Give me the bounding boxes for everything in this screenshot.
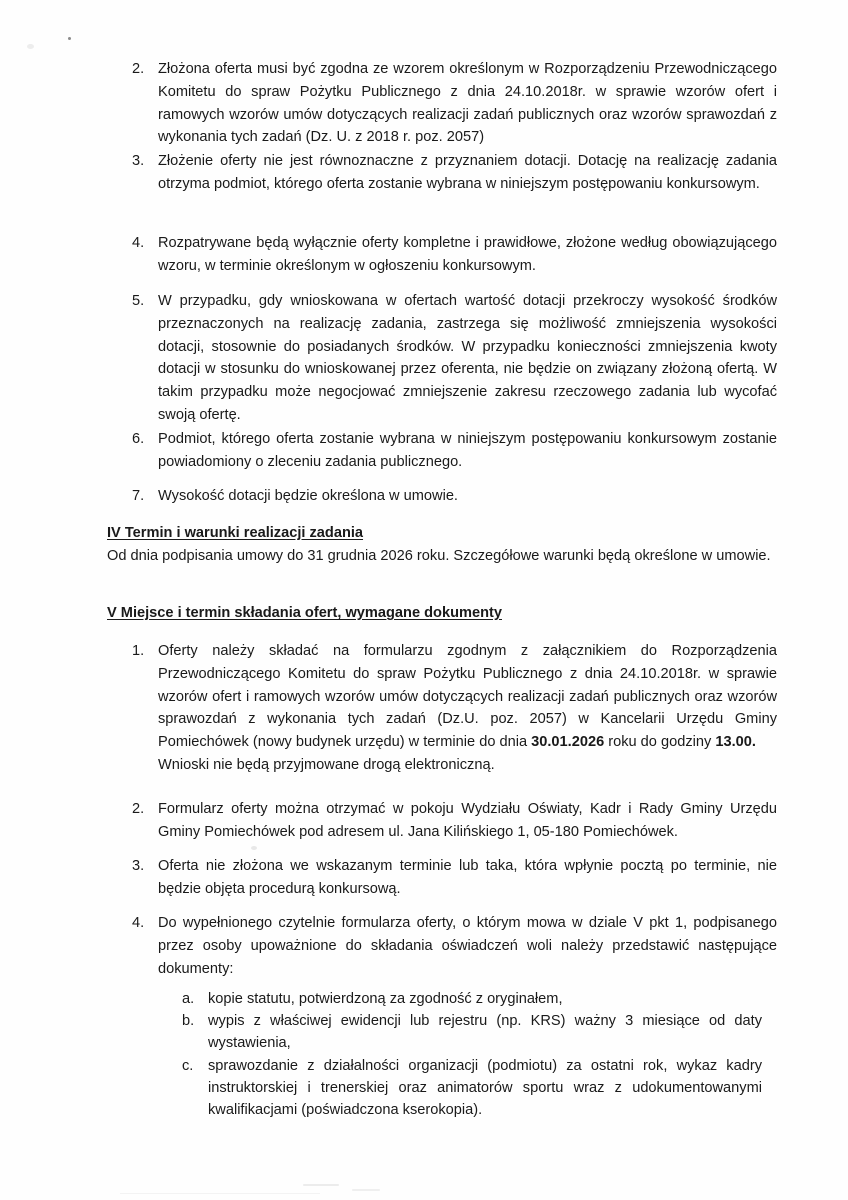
list-item-text: wypis z właściwej ewidencji lub rejestru (np. KRS) ważny 3 miesiące od daty wystawienia, (208, 1013, 762, 1052)
list-marker: a. (182, 991, 195, 1007)
list-item-text-part1: Oferty należy składać na formularzu zgodnym z załącznikiem do Rozporządzenia Przewodniczącego Komitetu do spraw Pożytku Publicznego z dnia 24.10.2018r. w sprawie wzorów ofert i ramowych wzorów umów dotyczących realizacji zadań publicznych oraz wzorów sprawozdań z wykonania tych zadań (Dz.U. poz. 2057) w Kancelarii Urzędu Gminy Pomiechówek (nowy budynek urzędu) w terminie do dnia (158, 643, 777, 751)
list-marker: 6. (132, 431, 145, 447)
list-item (182, 1055, 762, 1122)
list-item-note: Wnioski nie będą przyjmowane drogą elektroniczną. (158, 756, 495, 773)
list-marker: b. (182, 1013, 195, 1030)
list-item-text: Oferta nie złożona we wskazanym terminie lub taka, która wpłynie pocztą po terminie, nie będzie objęta procedurą konkursową. (158, 858, 777, 897)
numbered-list-item-6-wrapper (132, 428, 777, 491)
section-v-item-3-wrapper (132, 855, 777, 918)
section-v-item-4-wrapper (132, 912, 777, 997)
list-item (132, 798, 777, 844)
list-item (182, 988, 762, 1010)
list-item (132, 58, 777, 149)
list-item-text: Formularz oferty można otrzymać w pokoju Wydziału Oświaty, Kadr i Rady Gminy Urzędu Gminy Pomiechówek pod adresem ul. Jana Kilińskiego 1, 05-180 Pomiechówek. (158, 801, 777, 840)
list-item (132, 428, 777, 474)
list-item (132, 485, 777, 508)
numbered-list-item-3-wrapper (132, 150, 777, 213)
numbered-list-item-7-wrapper (132, 485, 777, 525)
deadline-time: 13.00. (715, 734, 756, 751)
list-marker: 5. (132, 293, 145, 309)
required-documents-list (182, 988, 762, 1121)
list-item-text: Podmiot, którego oferta zostanie wybrana w niniejszym postępowaniu konkursowym zostanie powiadomiony o zleceniu zadania publicznego. (158, 431, 777, 470)
list-item-text-part2: roku do godziny (604, 734, 716, 751)
section-v-item-1-wrapper (132, 640, 777, 794)
list-marker: 2. (132, 801, 145, 817)
section-heading-iv: IV Termin i warunki realizacji zadania (107, 525, 364, 541)
list-item (132, 912, 777, 980)
list-marker: 2. (132, 61, 145, 77)
list-item-text: Złożona oferta musi być zgodna ze wzorem określonym w Rozporządzeniu Przewodniczącego Komitetu do spraw Pożytku Publicznego z dnia 24.10.2018r. w sprawie wzorów ofert i ramowych wzorów umów dotyczących realizacji zadań publicznych oraz wzorów sprawozdań z wykonania tych zadań (Dz. U. z 2018 r. poz. 2057) (158, 61, 777, 146)
list-marker: 1. (132, 643, 145, 659)
list-item-text: Do wypełnionego czytelnie formularza oferty, o którym mowa w dziale V pkt 1, podpisanego przez osoby upoważnione do składania oświadczeń woli należy przedstawić następujące dokumenty: (158, 915, 777, 977)
section-heading-v: V Miejsce i termin składania ofert, wymagane dokumenty (107, 605, 502, 621)
list-marker: c. (182, 1057, 194, 1074)
list-item-text: kopie statutu, potwierdzoną za zgodność z oryginałem, (208, 991, 563, 1007)
list-item-text: Wysokość dotacji będzie określona w umowie. (158, 488, 458, 504)
list-item (132, 290, 777, 427)
list-item (182, 1010, 762, 1054)
list-marker: 7. (132, 488, 145, 504)
list-item-text: sprawozdanie z działalności organizacji (podmiotu) za ostatni rok, wykaz kadry instruktorskiej i trenerskiej oraz animatorów sportu wraz z udokumentowanymi kwalifikacjami (poświadczona kserokopia). (208, 1057, 762, 1118)
list-marker: 4. (132, 915, 145, 931)
list-item (132, 855, 777, 901)
list-item-text: Rozpatrywane będą wyłącznie oferty kompletne i prawidłowe, złożone według obowiązującego wzoru, w terminie określonym w ogłoszeniu konkursowym. (158, 235, 777, 274)
numbered-list-item-5-wrapper (132, 290, 777, 444)
deadline-date: 30.01.2026 (531, 734, 605, 751)
list-marker: 3. (132, 153, 145, 169)
list-item (132, 150, 777, 196)
list-item-text: Złożenie oferty nie jest równoznaczne z przyznaniem dotacji. Dotację na realizację zadania otrzyma podmiot, którego oferta zostanie wybrana w niniejszym postępowaniu konkursowym. (158, 153, 777, 192)
numbered-list-item-4-wrapper (132, 232, 777, 295)
section-v-item-2-wrapper (132, 798, 777, 861)
section-iv-paragraph: Od dnia podpisania umowy do 31 grudnia 2026 roku. Szczegółowe warunki będą określone w umowie. (107, 548, 771, 564)
list-marker: 3. (132, 858, 145, 874)
list-item-text: W przypadku, gdy wnioskowana w ofertach wartość dotacji przekroczy wysokość środków przeznaczonych na realizację zadania, zastrzega się możliwość zmniejszenia wysokości dotacji, stosownie do posiadanych środków. W przypadku konieczności zmniejszenia kwoty dotacji w stosunku do wnioskowanej przez oferenta, nie będzie on związany złożoną ofertą. W takim przypadku może negocjować zmniejszenie zakresu rzeczowego zadania lub wycofać swoją ofertę. (158, 293, 777, 423)
list-item-text (158, 640, 777, 754)
list-marker: 4. (132, 235, 145, 251)
list-item (132, 232, 777, 278)
list-item (132, 640, 777, 777)
